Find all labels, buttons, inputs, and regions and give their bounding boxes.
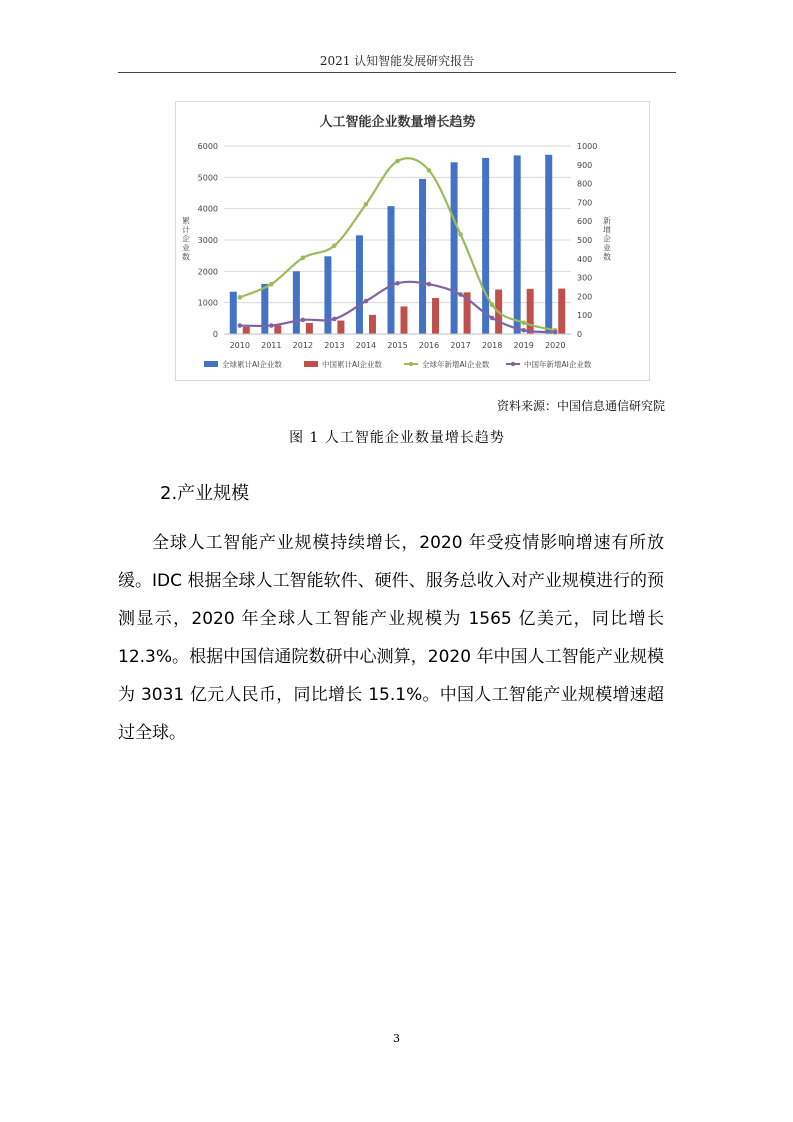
bar-global: [451, 162, 458, 334]
y2-tick-label: 0: [577, 330, 583, 339]
x-tick-label: 2012: [292, 341, 314, 350]
y2-tick-label: 100: [577, 311, 593, 321]
line-global-new: [240, 158, 555, 330]
bar-global: [388, 206, 395, 334]
y-tick-label: 4000: [197, 204, 218, 214]
bar-global: [324, 256, 331, 334]
x-tick-label: 2014: [355, 341, 377, 350]
legend-swatch: [304, 361, 318, 367]
line-global-new-point: [395, 159, 400, 164]
x-tick-label: 2015: [387, 341, 408, 350]
legend-swatch-marker: [511, 362, 515, 366]
y-tick-label: 6000: [197, 142, 218, 151]
x-tick-label: 2019: [513, 341, 534, 350]
running-header: 2021 认知智能发展研究报告: [319, 54, 475, 68]
line-china-new-point: [458, 292, 463, 297]
line-china-new: [240, 282, 555, 332]
y2-axis-label: 新增企业数: [603, 216, 611, 262]
y2-tick-label: 1000: [577, 142, 598, 151]
line-global-new-point: [269, 282, 274, 287]
bar-china: [401, 306, 408, 334]
line-china-new-point: [521, 328, 526, 333]
y2-tick-label: 400: [577, 254, 593, 264]
ai-enterprise-growth-chart: [176, 102, 649, 380]
bar-china: [274, 326, 281, 334]
y2-tick-label: 900: [577, 160, 593, 170]
y-tick-label: 0: [212, 330, 218, 339]
y-axis-label: 累计企业数: [182, 216, 190, 262]
y2-tick-label: 700: [577, 198, 593, 208]
y-tick-label: 3000: [197, 236, 218, 245]
section-paragraph: 全球人工智能产业规模持续增长，2020 年受疫情影响增速有所放缓。IDC 根据全球人工智能软件、硬件、服务总收入对产业规模进行的预测显示，2020 年全球人工智能产业规模为 1565 亿美元，同比增长 12.3%。根据中国信通院数研中心测算，2020 年中国人工智能产业规模为 3031 亿元人民币，同比增长 15.1%。中国人工智能产业规模增速超过全球。: [118, 533, 664, 743]
bar-global: [293, 271, 300, 334]
line-global-new-point: [364, 202, 369, 207]
bar-china: [558, 289, 565, 334]
x-tick-label: 2016: [418, 341, 440, 350]
line-china-new-point: [553, 330, 558, 335]
bar-global: [230, 292, 237, 334]
line-global-new-point: [237, 295, 242, 300]
line-global-new-point: [332, 243, 337, 248]
figure-source: 资料来源：中国信息通信研究院: [496, 399, 665, 413]
line-china-new-point: [395, 281, 400, 286]
chart-title: 人工智能企业数量增长趋势: [319, 115, 476, 130]
bar-global: [482, 158, 489, 334]
line-global-new-point: [521, 320, 526, 325]
x-tick-label: 2013: [324, 341, 345, 350]
y2-tick-label: 200: [577, 292, 593, 302]
x-tick-label: 2017: [450, 341, 471, 350]
header-divider: [118, 72, 676, 73]
legend-label: 中国累计AI企业数: [322, 360, 382, 369]
y2-tick-label: 300: [577, 273, 593, 283]
line-china-new-point: [237, 323, 242, 328]
page-number: 3: [393, 1032, 400, 1045]
x-tick-label: 2018: [481, 341, 503, 350]
legend-label: 中国年新增AI企业数: [524, 360, 592, 369]
line-global-new-point: [490, 303, 495, 308]
x-tick-label: 2011: [261, 341, 282, 350]
x-tick-label: 2020: [545, 341, 566, 350]
section-heading: 2.产业规模: [160, 483, 250, 504]
chart-figure: [175, 101, 650, 381]
bar-global: [419, 179, 426, 334]
line-global-new-point: [427, 168, 432, 173]
y-tick-label: 1000: [197, 298, 218, 308]
bar-china: [527, 289, 534, 334]
figure-caption: 图 1 人工智能企业数量增长趋势: [289, 430, 505, 446]
legend-swatch-marker: [409, 362, 413, 366]
bar-china: [432, 298, 439, 334]
legend-label: 全球年新增AI企业数: [422, 360, 490, 369]
line-china-new-point: [490, 316, 495, 321]
y-tick-label: 5000: [197, 173, 218, 183]
legend-label: 全球累计AI企业数: [222, 360, 282, 369]
y2-tick-label: 800: [577, 179, 593, 189]
legend-swatch: [204, 361, 218, 367]
y-tick-label: 2000: [197, 267, 218, 277]
line-global-new-point: [301, 256, 306, 261]
x-tick-label: 2010: [229, 341, 250, 350]
bar-china: [306, 323, 313, 334]
line-china-new-point: [301, 318, 306, 323]
y2-tick-label: 500: [577, 236, 593, 245]
bar-global: [514, 155, 521, 334]
bar-global: [356, 235, 363, 334]
line-china-new-point: [427, 282, 432, 287]
bar-china: [337, 321, 344, 334]
line-global-new-point: [458, 232, 463, 237]
bar-china: [243, 327, 250, 334]
y2-tick-label: 600: [577, 217, 593, 227]
line-china-new-point: [364, 299, 369, 304]
bar-global: [545, 155, 552, 334]
bar-china: [369, 315, 376, 334]
line-china-new-point: [332, 317, 337, 322]
line-china-new-point: [269, 323, 274, 328]
